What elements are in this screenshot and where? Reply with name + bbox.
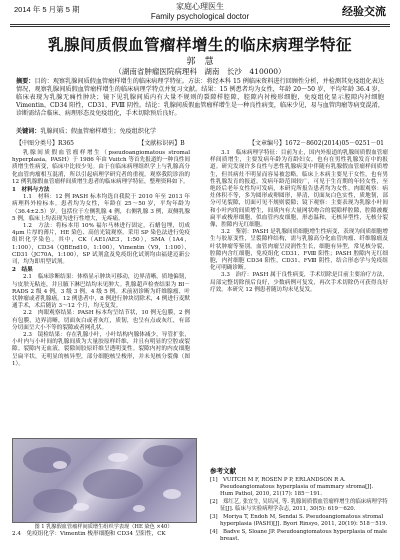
abstract: [16, 78, 384, 118]
section-label: 经验交流: [342, 5, 386, 18]
body-paragraph: 2.4 免疫组化学：Vimentin 梭形细胞和 CD34 呈阳性，CK: [12, 531, 166, 537]
figure-caption: 图 1 乳腺假血管瘤样间质增生组织学表现（HE 染色 ×40）: [34, 524, 173, 530]
body-paragraph: 3.2 鉴别：PASH 是乳腺间质细胞增生性病变，表现为间质细胞增生与胶原变性，呈裂隙样结构，需与乳腺高分化血管肉瘤、纤维腺瘤及叶状肿瘤等鉴别。血管肉瘤呈浸润性生长，细胞有异型，常见核分裂，腔隙内含红细胞，免疫组化 CD31、FⅧ 阳性；PASH 腔隙内无红细胞，内衬细胞 CD34 阳性，CD31、FⅧ 阴性，结合形态学与免疫组化可明确诊断。: [210, 229, 388, 272]
journal-name: [0, 2, 400, 22]
journal-name-cn: 家庭心理医生: [176, 2, 224, 11]
issue-label: 2014 年 5 月第 5 期: [14, 5, 80, 14]
keywords-text: 乳腺间质；假血管瘤样增生；免疫组织化学: [40, 128, 157, 135]
body-paragraph: 2.3 镜检结果：存在乳腺小叶，小叶结构内腺体减少，导管扩张，小叶内与小叶间的乳腺间质为大量胶原样纤维，并且有明显的空腔或裂隙。裂隙内无血液，裂隙间胶原纤维呈透明变性。裂隙内衬的内皮细胞呈扁平状，无明显的核异型，部分细胞核呈梭形，并未见核分裂像（图 1）。: [12, 332, 190, 367]
body-paragraph: 2.2 肉眼观察结果：PASH 标本均呈结节状，10 例无包膜，2 例有包膜，边界清晰，切面灰白或者灰红，质韧，也呈有点或灰红，有部分切面呈大小不等的裂隙或者网孔状。: [12, 310, 190, 331]
section-heading: 2 结果: [12, 267, 33, 274]
keywords-label: 关键词：: [16, 128, 41, 135]
abstract-label: 摘要：: [16, 78, 35, 85]
author: 郭 慧: [186, 57, 214, 67]
body-paragraph: 3.3 治疗：PASH 属于良性病变，手术切除是目前主要治疗方法，局部完整切除预后良好，少数病例可复发，再次手术切除仍可获得良好疗效。本研究 12 例患者随访均未见复发。: [210, 272, 388, 293]
body-after-figure: [12, 531, 195, 538]
reference-item: [1] VUITCH M F, ROSEN P P, ERLANDSON R A. Pseudoangiomatous hyperplasia of mammary stroma[J]. Hum Pathol, 2010, 21(17): 185－191.: [210, 477, 374, 497]
header-rule: [10, 24, 390, 27]
document-code: 【文献标识码】B: [138, 140, 185, 147]
references: [210, 468, 388, 544]
reference-item: [2] 郑红艺, 张宜生, 吴培河, 等. 乳腺间质假血管瘤样增生的临床病理学特征[J]. 临床与实验病理学杂志, 2011, 30(5): 619－620.: [210, 499, 388, 512]
affiliation: （湖南省肿瘤医院病理科 湖南 长沙 410000）: [114, 67, 286, 76]
reference-item: [4] Badve S, Sloane JP. Pseudoangiomatous hyperplasia of male breast.: [210, 529, 388, 542]
body-paragraph: 2.1 临床诊断结果：体格显示肿块可移动，边界清晰，质地偏韧，与皮肤无粘连，并且腋下淋巴结均未见肿大。乳腺超声检查结果为 BI－RADS 2 级 4 例，3 级 3 例，4 级 5 例。术前初诊断为纤维腺瘤、叶状肿瘤或者乳腺癌。12 例患者中，8 例进行肿块切除术，4 例进行麦默通手术，术后随访 3～12 个月，均无复发。: [12, 274, 190, 310]
article-title: 乳腺间质假血管瘤样增生的临床病理学特征: [47, 36, 352, 54]
histology-figure: [12, 438, 197, 523]
class-number: 【中图分类号】R365: [16, 140, 74, 147]
body-right-column: [210, 150, 388, 294]
abstract-text: 目的：观察乳腺间质假血管瘤样增生的临床病理学特征。方法：将经本科 15 例临床资料进行回顾性分析，并检测其免疫组化表达情况，观察乳腺间质假血管瘤样增生的临床病理学特点并复习文献。结果：15 例患者均为女性，年龄 20～50 岁，平均年龄 36.4 岁，临床表现为乳腺无痛性肿块；镜下见乳腺间质内有大量不规则的裂隙样腔隙，腔隙内衬梭形细胞，免疫组化显示腔隙内衬细胞 Vimentin、CD34 阳性，CD31、FⅧ 阴性。结论：乳腺间质假血管瘤样增生是一种良性病变，临床少见，易与血管肉瘤等病变混淆，诊断需结合临床、病理形态及免疫组化，手术切除预后良好。: [16, 78, 384, 117]
body-paragraph: 3.1 临床病理学特征：目前为止，国内外报道的乳腺间质假血管瘤样间质增生，主要发病年龄为育龄妇女，也有在男性乳腺发育中的报道。研究发现许多良性与恶性乳腺病变中伴随有乳腺假血管瘤样间质增生，但其病灶不明显而容易被忽略。临床上本病主要见于女性，也有男性乳腺发育的报道。发病年龄范围较广，可见于生育期的年轻女性，至绝经后老年女性均可发病，本研究所报告患者均为女性。肉眼观察：病灶体积不等，多为圆形或卵圆形，界清，切面灰白色实性，质地韧，部分可见裂隙，切面可见不规则裂隙；镜下观察：主要表现为乳腺小叶间和小叶内的间质增生，间质内有大量网状吻合的裂隙样腔隙，腔隙被覆扁平或梭形细胞，似血管内皮细胞，形态温和，无核异型性，无核分裂像，腔隙内无红细胞。: [210, 150, 388, 229]
references-list: [210, 477, 388, 543]
section-heading: 1 材料与方法: [12, 187, 50, 194]
body-paragraph: 1.1 材料：12 例 PASH 标本均选自我院于 2010 年至 2013 年病理科外检标本。患者均为女性，年龄在 25～50 岁，平均年龄为（36.4±2.5）岁。包括位于左侧乳腺 4 例，右侧乳腺 3 例，双侧乳腺 5 例，临床上均表现为进行性增大，无疼痛。: [12, 194, 190, 222]
classification-row: [16, 138, 384, 147]
reference-item: [3] Moriya T, Endoh M, Sendai S. Pseudoangiomatous stromal hyperplasia (PASH)[J]. Byori Rinsyo, 2011, 20(19): 518－519.: [210, 514, 388, 527]
references-heading: 参考文献: [210, 467, 236, 475]
body-paragraph: 乳腺间质假血管瘤样增生（pseudoangiomatous stromal hyperplasia，PASH）于 1986 年由 Vuitch 等首先报道的一种良性间质增生性病变，临床中比较少见。由于在临床病理组织学上与乳腺高分化血管肉瘤相互混淆，所以引起病理学研究者的重视。观察我院诊治的 12 例乳腺假血管瘤样间质增生患者的临床病理学特征，整理资料如下。: [12, 150, 190, 185]
keywords: [16, 128, 384, 136]
body-paragraph: 1.2 方法：将标本用 10% 福尔马林进行固定，石蜡包埋，切成 4μm 片厚的薄片，HE 染色、高倍光镜观察。采用 SP 染色法进行免疫组织化学染色。其中，CK（AE1/AE3，1:50），SMA（1A4，1:100），CD34（QBEnd10，1:100），Vimentin（V9，1:100），CD31（JC70A，1:100），SP 试剂盒及免疫组化试剂均由福建迈新公司，均为即用型试剂。: [12, 223, 190, 266]
journal-name-en: Family psychological doctor: [150, 12, 250, 21]
body-left-column: [12, 150, 190, 368]
article-number: 【文章编号】1672－8602(2014)05－0251－01: [248, 140, 384, 147]
